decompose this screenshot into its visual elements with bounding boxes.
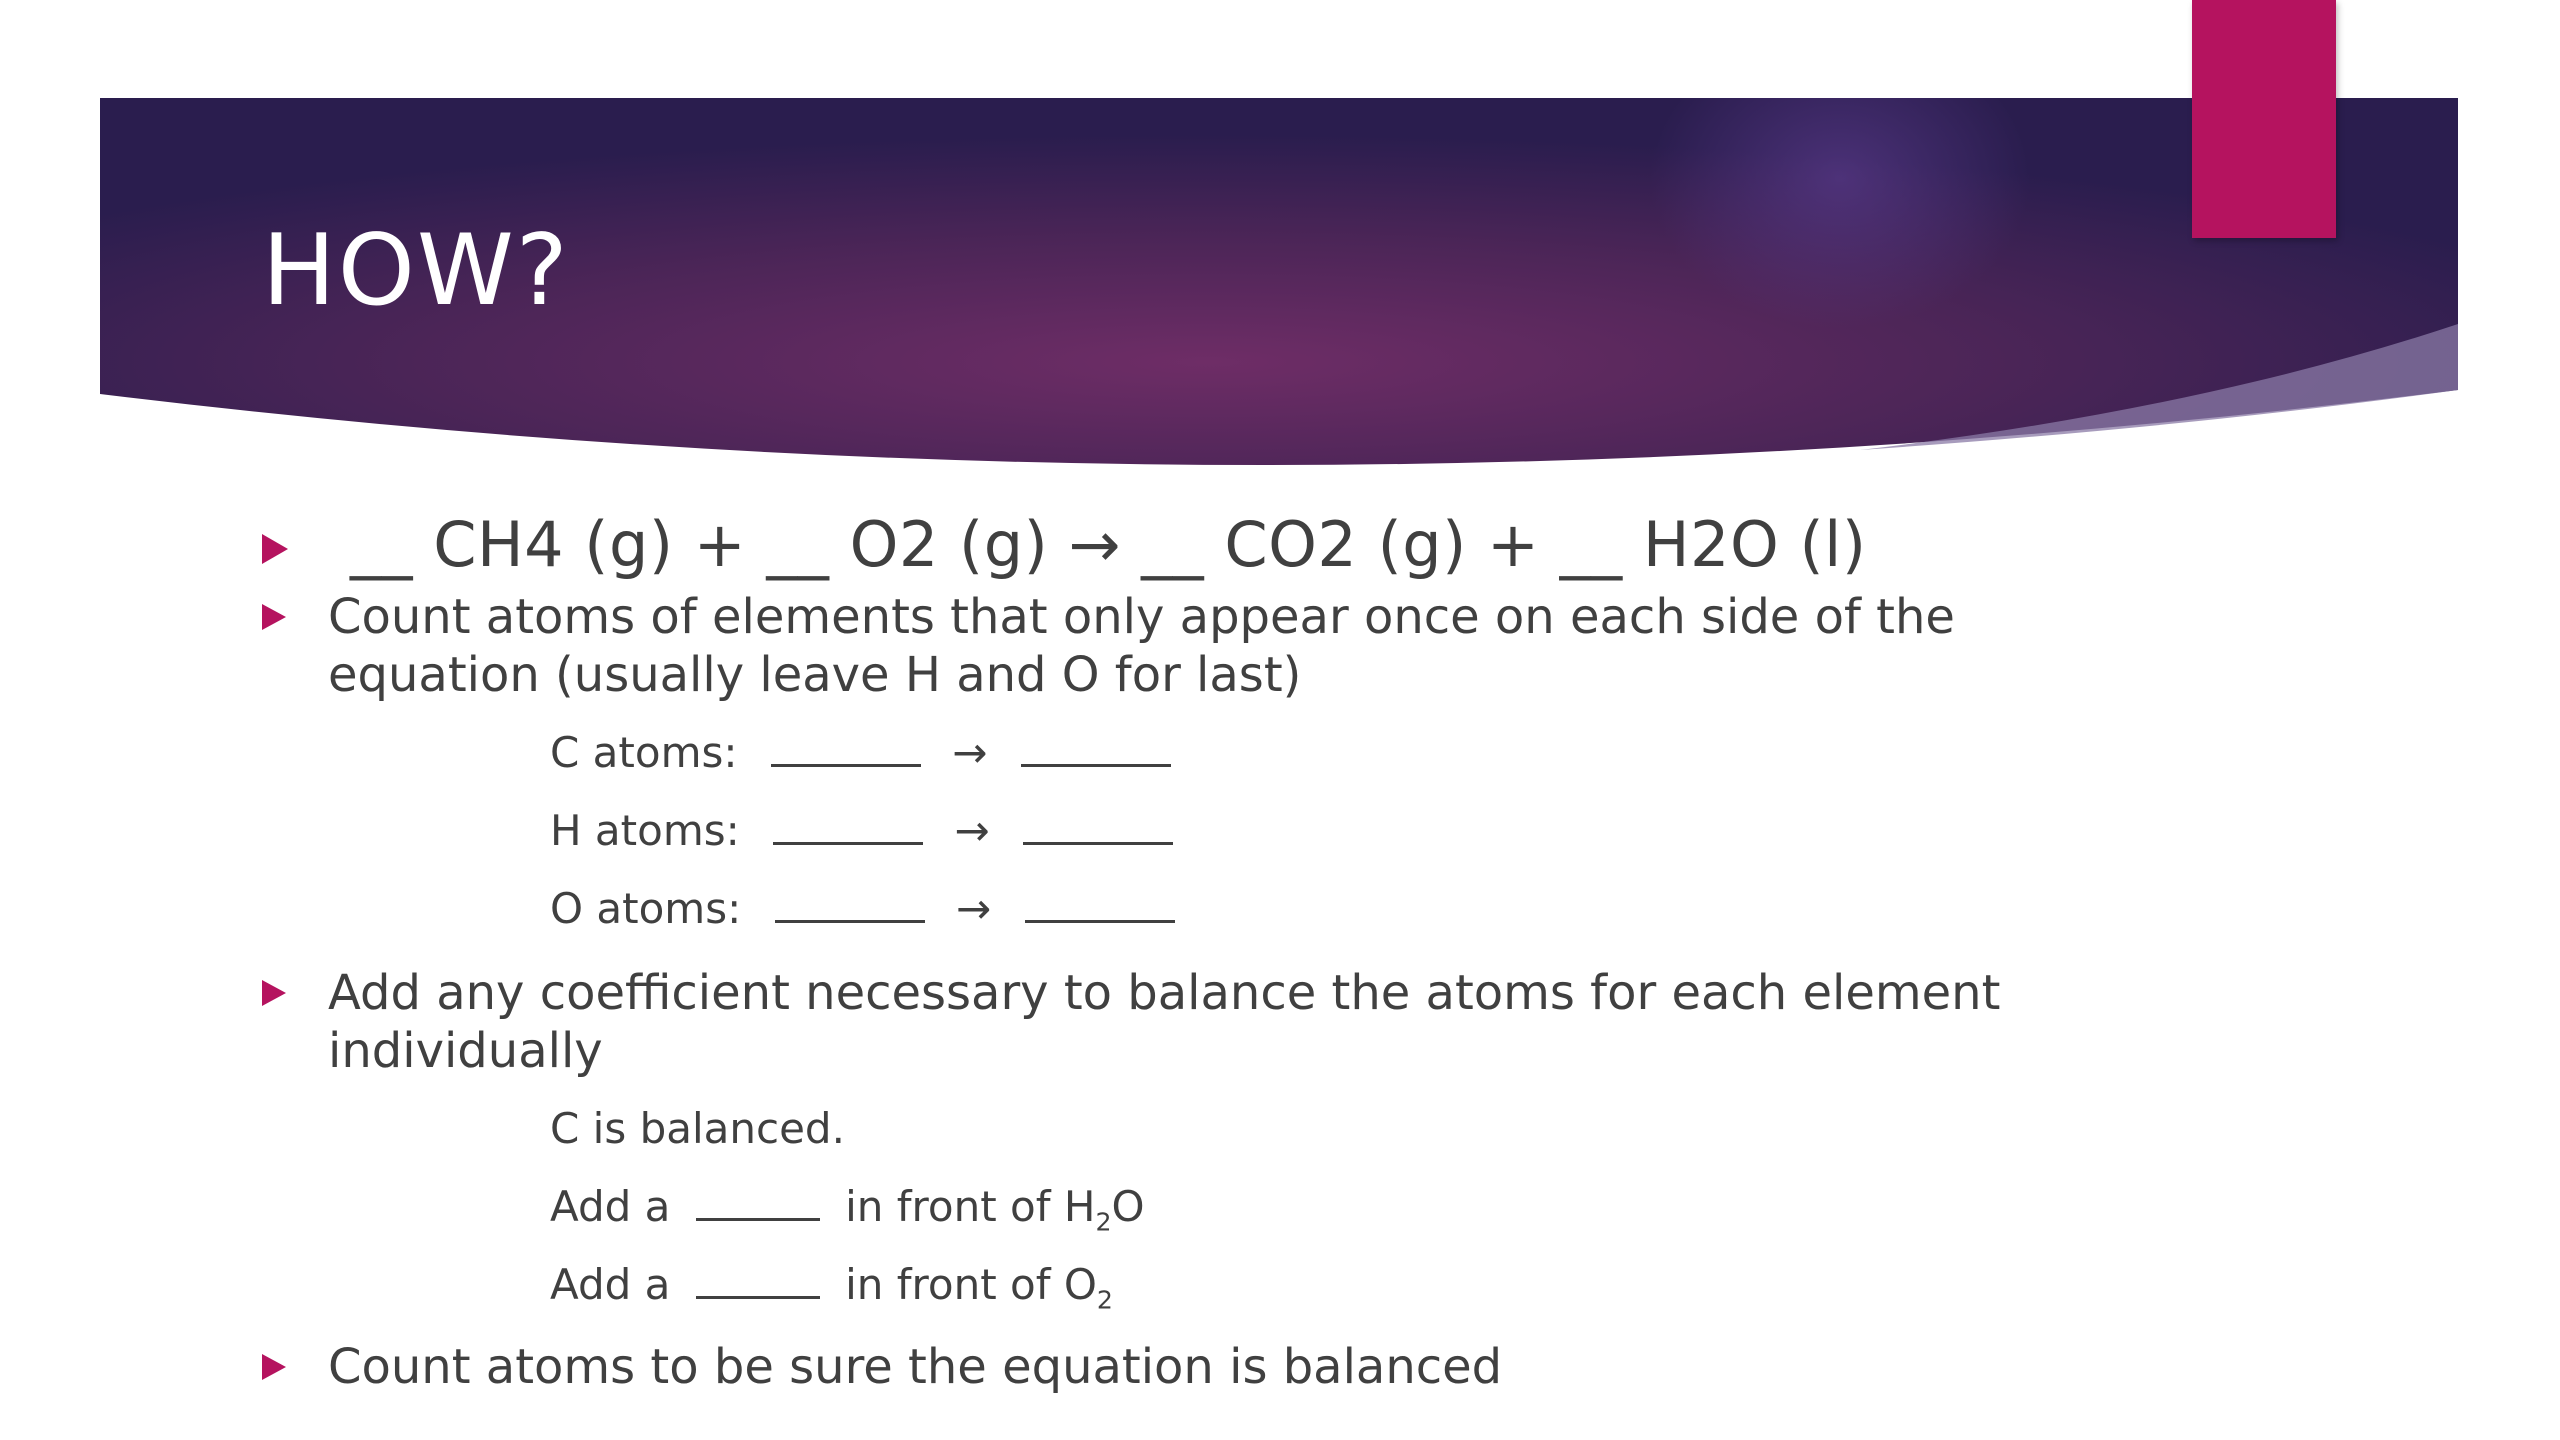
bullet-count-atoms xyxy=(262,588,2068,704)
atom-label: H atoms: xyxy=(550,806,740,855)
atom-count-row-o xyxy=(550,884,1175,933)
atom-count-row-c xyxy=(550,728,1171,777)
equation-text: __ CH4 (g) + __ O2 (g) → __ CO2 (g) + __ H2O (l) xyxy=(350,508,1867,581)
atom-count-row-h xyxy=(550,806,1173,855)
atom-label: O atoms: xyxy=(550,884,742,933)
answer-blank xyxy=(775,919,925,923)
step-h2o-prefix: in front of H xyxy=(845,1182,1096,1231)
answer-blank xyxy=(1025,919,1175,923)
bullet-triangle-icon xyxy=(262,534,288,564)
atom-label: C atoms: xyxy=(550,728,738,777)
bullet-count-check xyxy=(262,1338,2068,1396)
bullet-triangle-icon xyxy=(262,980,286,1006)
step-add-a-label: Add a xyxy=(550,1182,671,1231)
answer-blank xyxy=(773,841,923,845)
count-atoms-text: Count atoms of elements that only appear once on each side of the equation (usually leave H and O for last) xyxy=(328,589,1955,703)
answer-blank xyxy=(771,763,921,767)
arrow-icon: → xyxy=(955,884,992,933)
step-add-o2 xyxy=(550,1260,1113,1314)
arrow-icon: → xyxy=(954,806,990,855)
bullet-triangle-icon xyxy=(262,604,286,630)
bullet-add-coefficient xyxy=(262,964,2068,1080)
count-check-text: Count atoms to be sure the equation is balanced xyxy=(328,1339,1503,1395)
bullet-equation xyxy=(262,508,1867,581)
bullet-triangle-icon xyxy=(262,1354,286,1380)
step-h2o-suffix: O xyxy=(1111,1182,1145,1231)
step-c-balanced: C is balanced. xyxy=(550,1104,845,1153)
answer-blank xyxy=(696,1217,820,1221)
answer-blank xyxy=(1021,763,1171,767)
step-add-a-label: Add a xyxy=(550,1260,671,1309)
answer-blank xyxy=(696,1295,820,1299)
slide-title: HOW? xyxy=(262,214,570,328)
add-coefficient-text: Add any coefficient necessary to balance the atoms for each element individually xyxy=(328,965,2001,1079)
accent-tab xyxy=(2192,0,2336,238)
o2-subscript: 2 xyxy=(1096,1285,1113,1315)
step-o2-prefix: in front of O xyxy=(845,1260,1097,1309)
h2o-subscript: 2 xyxy=(1095,1207,1112,1237)
step-add-h2o xyxy=(550,1182,1145,1236)
arrow-icon: → xyxy=(952,728,988,777)
answer-blank xyxy=(1023,841,1173,845)
